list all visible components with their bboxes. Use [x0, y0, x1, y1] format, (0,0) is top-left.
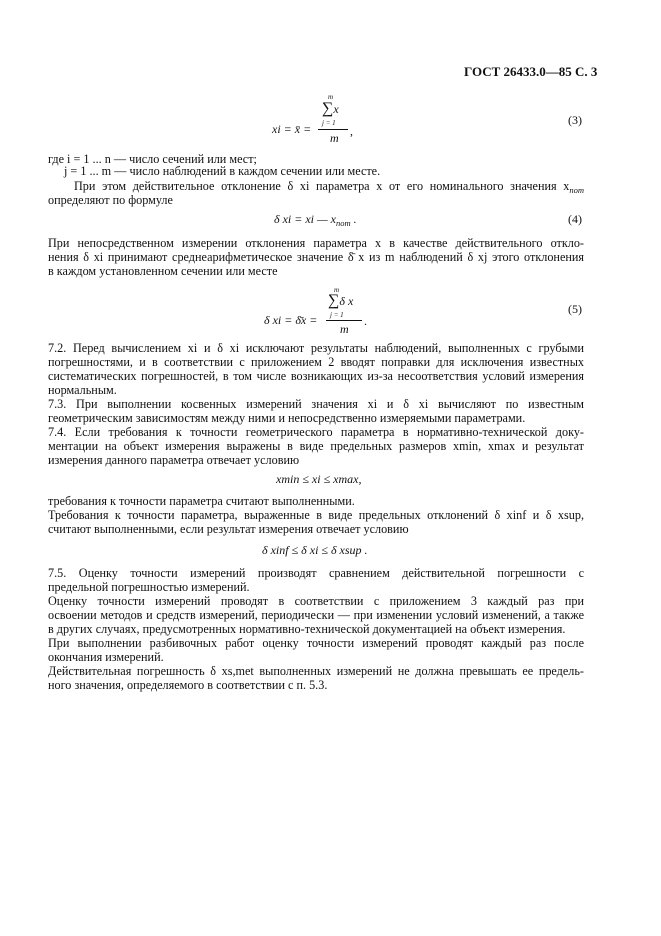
fraction-line: [318, 129, 348, 130]
formula-4-number: (4): [568, 212, 582, 226]
sum-lower: j = 1: [322, 119, 336, 127]
sum5-lower: j = 1: [330, 311, 344, 319]
para-7-5-line8: Действительная погрешность δ xs,met выполненных измерений не должна превышать ее предель-: [48, 664, 584, 678]
formula-5-number: (5): [568, 302, 582, 316]
para-direct-2: нения δ xi принимают среднеарифметическое значение δ̄ x из m наблюдений δ xj этого отклонения: [48, 250, 584, 264]
where-line-2: j = 1 ... m — число наблюдений в каждом сечении или месте.: [64, 164, 381, 178]
para-7-5-line5: в других случаях, предусмотренных нормативно-технической документацией на объект измерения.: [48, 622, 566, 636]
para-7-5-line9: ного значения, определяемого в соответствии с п. 5.3.: [48, 678, 328, 692]
formula-5-den: m: [340, 322, 349, 336]
para-7-4-line2: ментации на объект измерения выражены в виде предельных размеров xmin, xmax и результат: [48, 439, 584, 453]
para-7-3-line1: 7.3. При выполнении косвенных измерений значения xi и δ xi вычисляют по известным: [48, 397, 584, 411]
formula-4: δ xi = xi — $x_{nom}$ .: [274, 212, 357, 228]
fraction-line-5: [326, 320, 362, 321]
para-req-3: считают выполненными, если результат измерения отвечает условию: [48, 522, 409, 536]
para-req-1: требования к точности параметра считают выполненными.: [48, 494, 355, 508]
formula-3-lhs: xi = x̄ =: [272, 122, 312, 136]
sum5-symbol: ∑δ x: [328, 292, 354, 309]
para-7-5-line2: предельной погрешностью измерений.: [48, 580, 250, 594]
para-7-2-line4: нормальным.: [48, 383, 117, 397]
formula-5-lhs: δ xi = δ̄x =: [264, 313, 318, 327]
para-7-2-line2: погрешностями, и в соответствии с приложением 2 вводят поправки для исключения известных: [48, 355, 584, 369]
para-req-2: Требования к точности параметра, выраженные в виде предельных отклонений δ xinf и δ xsup,: [48, 508, 584, 522]
para-7-4-line3: измерения данного параметра отвечает условию: [48, 453, 300, 467]
para-7-2-line3: систематических погрешностей, в том числе возникающих из-за несоответствия условий измерения: [48, 369, 584, 383]
para-7-4-line1: 7.4. Если требования к точности геометрического параметра в нормативно-технической доку-: [48, 425, 584, 439]
formula-3-number: (3): [568, 113, 582, 127]
formula-5-dot: .: [364, 314, 367, 328]
para-direct-1: При непосредственном измерении отклонения параметра x в качестве действительного откло-: [48, 236, 584, 250]
sum5-upper: m: [334, 286, 340, 294]
condition-2: δ xinf ≤ δ xi ≤ δ xsup .: [262, 543, 368, 557]
para-7-3-line2: геометрическим зависимостям между ними и непосредственно измеряемыми параметрами.: [48, 411, 526, 425]
sum-upper: m: [328, 93, 334, 101]
para-7-5-line1: 7.5. Оценку точности измерений производят сравнением действительной погрешности с: [48, 566, 584, 580]
where-line-1: где i = 1 ... n — число сечений или мест;: [48, 152, 257, 166]
para-7-5-line3: Оценку точности измерений проводят в соответствии с приложением 3 каждый раз при: [48, 594, 584, 608]
para-7-5-line6: При выполнении разбивочных работ оценку точности измерений проводят каждый раз после: [48, 636, 584, 650]
para-7-5-line4: освоении методов и средств измерений, периодически — при изменении условий изменений, а также: [48, 608, 584, 622]
condition-1: xmin ≤ xi ≤ xmax,: [276, 472, 362, 486]
para-deviation: При этом действительное отклонение δ xi параметра x от его номинального значения $x_{nom}$: [74, 179, 584, 195]
formula-3-den: m: [330, 131, 339, 145]
page-header: ГОСТ 26433.0—85 С. 3: [464, 64, 598, 79]
formula-3-comma: ,: [350, 124, 353, 138]
para-7-2-line1: 7.2. Перед вычислением xi и δ xi исключают результаты наблюдений, выполненных с грубыми: [48, 341, 584, 355]
para-7-5-line7: окончания измерений.: [48, 650, 164, 664]
para-direct-3: в каждом установленном сечении или месте: [48, 264, 278, 278]
sum-symbol: ∑x: [322, 100, 339, 117]
para-deviation-end: определяют по формуле: [48, 193, 173, 207]
